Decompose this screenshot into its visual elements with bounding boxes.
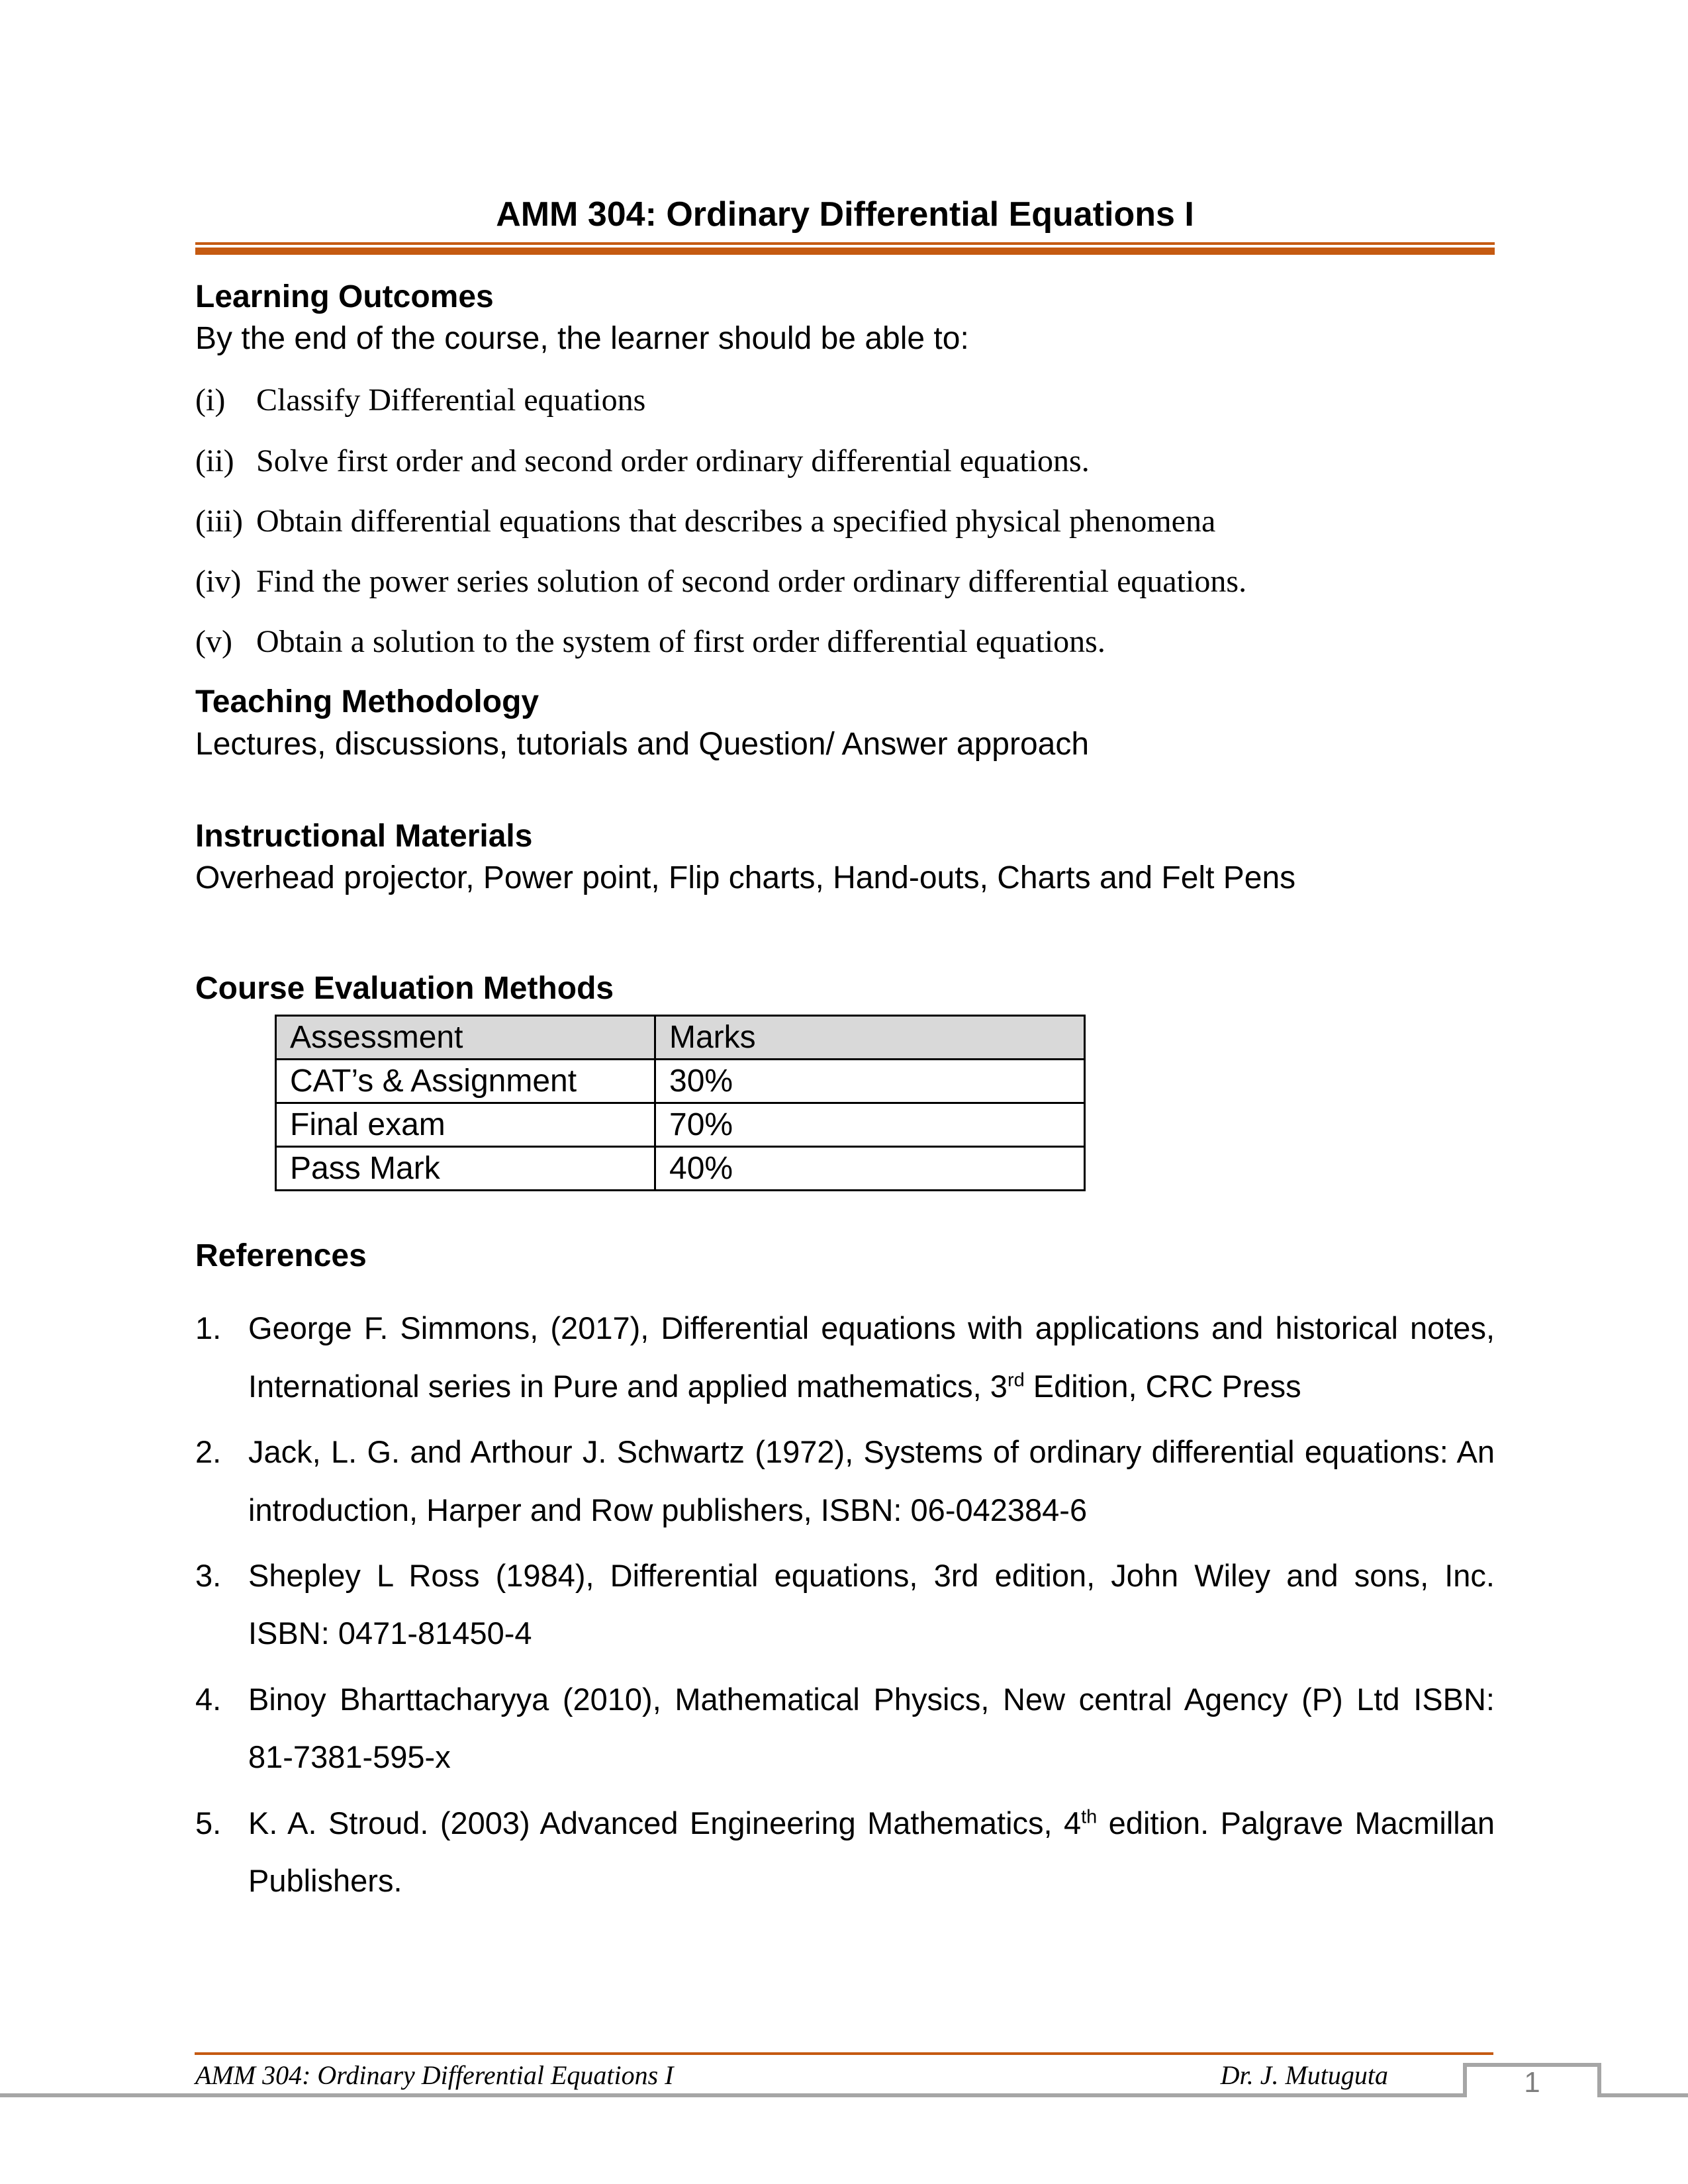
- outcome-text: Classify Differential equations: [256, 383, 646, 418]
- course-evaluation-heading: Course Evaluation Methods: [195, 971, 614, 1007]
- reference-item: [195, 1547, 1495, 1662]
- outcome-number: (ii): [195, 443, 234, 478]
- reference-text-part: Edition, CRC Press: [1024, 1368, 1301, 1404]
- outcome-item: [195, 623, 1495, 660]
- outcome-text: Obtain a solution to the system of first order differential equations.: [256, 624, 1105, 660]
- reference-text-part: Jack, L. G. and Arthour J. Schwartz (1972), Systems of ordinary differential equations: An introduction, Harper and Row publishers, ISBN: 06-042384-6: [248, 1434, 1495, 1527]
- table-cell-marks: 40%: [655, 1147, 1085, 1191]
- reference-number: 5.: [195, 1805, 222, 1841]
- outcome-text: Solve first order and second order ordinary differential equations.: [256, 443, 1090, 478]
- footer-orange-rule: [195, 2052, 1493, 2055]
- reference-text-part: edition. Palgrave Macmillan Publishers.: [248, 1805, 1495, 1899]
- reference-item: [195, 1423, 1495, 1539]
- outcome-text: Find the power series solution of second order ordinary differential equations.: [256, 563, 1247, 599]
- page-number-box: [1463, 2063, 1601, 2097]
- references-heading: References: [195, 1238, 367, 1274]
- reference-item: [195, 1794, 1495, 1910]
- outcome-number: (v): [195, 624, 232, 660]
- table-cell-assessment: Final exam: [276, 1103, 655, 1147]
- reference-number: 3.: [195, 1558, 222, 1594]
- learning-outcomes-intro: By the end of the course, the learner should be able to:: [195, 321, 969, 357]
- outcome-item: [195, 503, 1495, 539]
- page-number: 1: [1524, 2066, 1540, 2099]
- table-row: [276, 1147, 1085, 1191]
- document-content: [195, 197, 1495, 1918]
- table-header-row: [276, 1016, 1085, 1060]
- reference-text: [248, 1670, 1495, 1786]
- title-rule-thin: [195, 242, 1495, 245]
- outcome-number: (i): [195, 383, 226, 418]
- table-cell-assessment: CAT’s & Assignment: [276, 1060, 655, 1103]
- outcome-item: [195, 443, 1495, 479]
- page-title: AMM 304: Ordinary Differential Equations I: [496, 195, 1194, 234]
- reference-text-part: K. A. Stroud. (2003) Advanced Engineering Mathematics, 4: [248, 1805, 1082, 1841]
- learning-outcomes-heading: Learning Outcomes: [195, 279, 494, 314]
- learning-outcomes-list: [195, 382, 1495, 660]
- outcome-number: (iv): [195, 563, 242, 599]
- reference-text: [248, 1423, 1495, 1539]
- table-header-marks: Marks: [655, 1016, 1085, 1060]
- reference-item: [195, 1670, 1495, 1786]
- outcome-item: [195, 382, 1495, 418]
- reference-item: [195, 1299, 1495, 1415]
- outcome-number: (iii): [195, 503, 243, 539]
- teaching-methodology-body: Lectures, discussions, tutorials and Question/ Answer approach: [195, 726, 1090, 762]
- reference-text-part: Binoy Bharttacharyya (2010), Mathematical Physics, New central Agency (P) Ltd ISBN: 81-7381-595-x: [248, 1681, 1495, 1775]
- table-row: [276, 1103, 1085, 1147]
- references-list: [195, 1299, 1495, 1909]
- teaching-methodology-heading: Teaching Methodology: [195, 684, 539, 720]
- instructional-materials-heading: Instructional Materials: [195, 818, 533, 854]
- reference-text-part: George F. Simmons, (2017), Differential equations with applications and historical notes, International series in Pure and applied mathematics, 3: [248, 1310, 1495, 1404]
- reference-text: [248, 1547, 1495, 1662]
- reference-text: [248, 1794, 1495, 1910]
- table-row: [276, 1060, 1085, 1103]
- table-cell-marks: 70%: [655, 1103, 1085, 1147]
- footer-course-title: AMM 304: Ordinary Differential Equations I: [195, 2060, 674, 2090]
- reference-superscript: rd: [1007, 1369, 1025, 1391]
- reference-number: 2.: [195, 1434, 222, 1470]
- reference-text-part: Shepley L Ross (1984), Differential equations, 3rd edition, John Wiley and sons, Inc. ISBN: 0471-81450-4: [248, 1558, 1495, 1651]
- table-header-assessment: Assessment: [276, 1016, 655, 1060]
- table-cell-marks: 30%: [655, 1060, 1085, 1103]
- evaluation-table: [275, 1015, 1086, 1191]
- table-cell-assessment: Pass Mark: [276, 1147, 655, 1191]
- reference-number: 1.: [195, 1310, 222, 1346]
- reference-superscript: th: [1081, 1806, 1098, 1828]
- instructional-materials-body: Overhead projector, Power point, Flip charts, Hand-outs, Charts and Felt Pens: [195, 860, 1296, 895]
- reference-number: 4.: [195, 1681, 222, 1717]
- footer-author: Dr. J. Mutuguta: [1220, 2060, 1388, 2090]
- reference-text: [248, 1299, 1495, 1415]
- outcome-text: Obtain differential equations that describes a specified physical phenomena: [256, 503, 1216, 539]
- footer: [195, 2060, 1494, 2091]
- footer-gray-rule: [0, 2093, 1688, 2097]
- outcome-item: [195, 563, 1495, 600]
- title-rule-thick: [195, 248, 1495, 255]
